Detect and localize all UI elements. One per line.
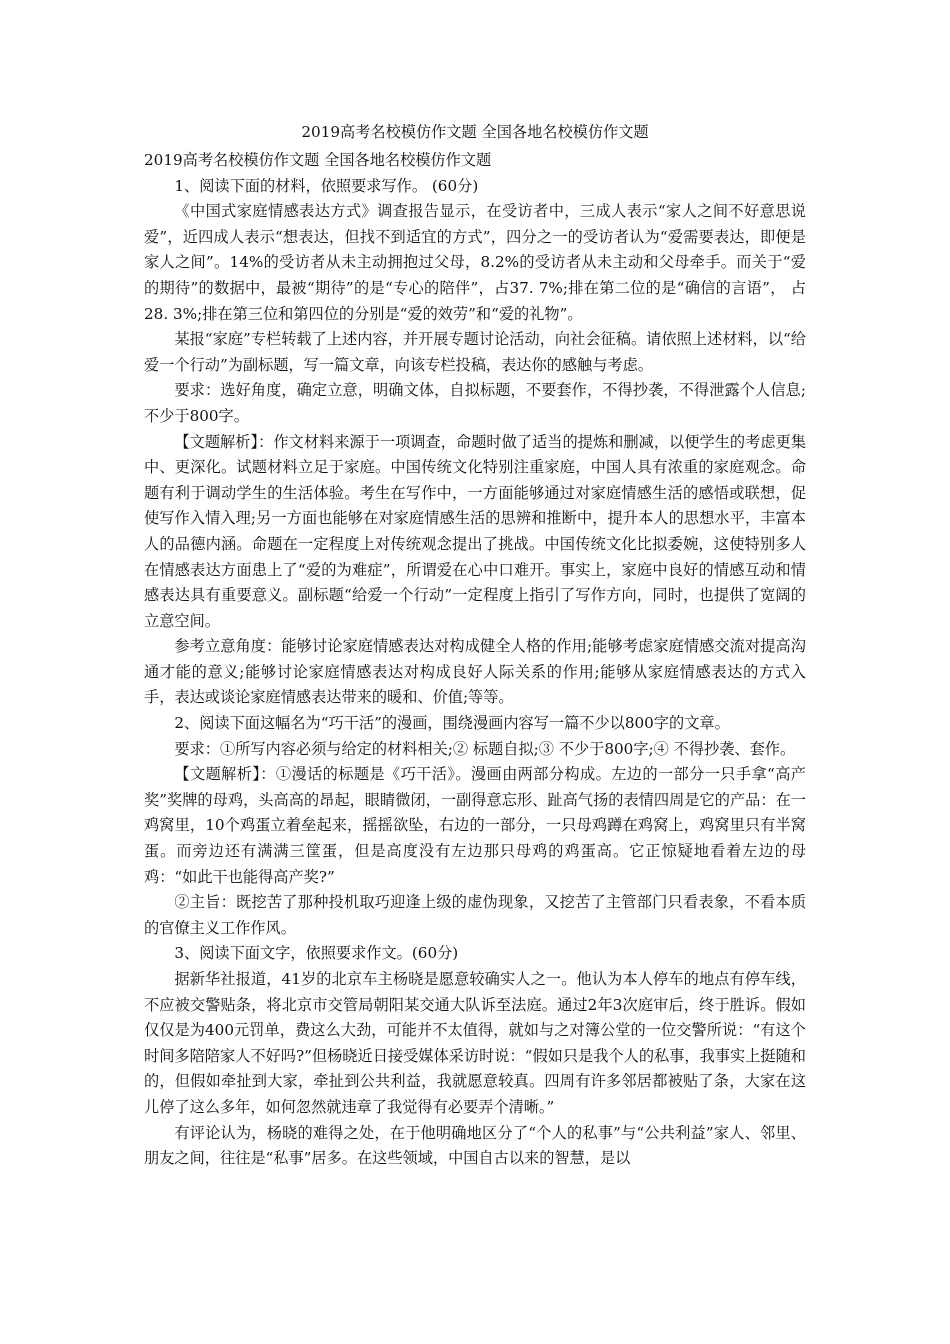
paragraph: 【文题解析】：作文材料来源于一项调查，命题时做了适当的提炼和删减，以便学生的考虑更集中、更深化。试题材料立足于家庭。中国传统文化特别注重家庭，中国人具有浓重的家庭观念。命题有利于调动学生的生活体验。考生在写作中，一方面能够通过对家庭情感生活的感悟或联想，促使写作入情入理;另一方面也能够在对家庭情感生活的思辨和推断中，提升本人的思想水平，丰富本人的品德内涵。命题在一定程度上对传统观念提出了挑战。中国传统文化比拟委婉，这使特别多人在情感表达方面患上了“爱的为难症”，所谓爱在心中口难开。事实上，家庭中良好的情感互动和情感表达具有重要意义。副标题“给爱一个行动”一定程度上指引了写作方向，同时，也提供了宽阔的立意空间。 <box>144 432 806 630</box>
paragraph: ②主旨：既挖苦了那种投机取巧迎逢上级的虚伪现象，又挖苦了主管部门只看表象，不看本质的官僚主义工作作风。 <box>144 893 806 937</box>
document-title: 2019高考名校模仿作文题 全国各地名校模仿作文题 <box>301 123 649 141</box>
paragraph: 要求：选好角度，确定立意，明确文体，自拟标题，不要套作，不得抄袭，不得泄露个人信息;不少于800字。 <box>144 381 806 425</box>
paragraph: 3、阅读下面文字，依照要求作文。(60分) <box>174 944 459 963</box>
paragraph: 据新华社报道，41岁的北京车主杨晓是愿意较确实人之一。他认为本人停车的地点有停车线，不应被交警贴条，将北京市交管局朝阳某交通大队诉至法庭。通过2年3次庭审后，终于胜诉。假如仅仅是为400元罚单，费这么大劲，可能并不太值得，就如与之对簿公堂的一位交警所说：“有这个时间多陪陪家人不好吗?”但杨晓近日接受媒体采访时说：“假如只是我个人的私事，我事实上挺随和的，但假如牵扯到大家，牵扯到公共利益，我就愿意较真。四周有许多邻居都被贴了条，大家在这儿停了这么多年，如何忽然就违章了我觉得有必要弄个清晰。” <box>144 970 806 1116</box>
document-subtitle: 2019高考名校模仿作文题 全国各地名校模仿作文题 <box>144 151 492 169</box>
paragraph: 有评论认为，杨晓的难得之处，在于他明确地区分了“个人的私事”与“公共利益”家人、邻里、朋友之间，往往是“私事”居多。在这些领域，中国自古以来的智慧，是以 <box>144 1123 806 1168</box>
paragraph: 某报“家庭”专栏转载了上述内容，并开展专题讨论活动，向社会征稿。请依照上述材料，以“给爱一个行动”为副标题，写一篇文章，向该专栏投稿，表达你的感触与考虑。 <box>144 330 806 374</box>
document-page <box>144 120 806 1172</box>
paragraph: 【文题解析】：①漫话的标题是《巧干活》。漫画由两部分构成。左边的一部分一只手拿“高产奖”奖牌的母鸡，头高高的昂起，眼睛微闭，一副得意忘形、趾高气扬的表情四周是它的产品：在一鸡窝里，10个鸡蛋立着垒起来，摇摇欲坠，右边的一部分，一只母鸡蹲在鸡窝上，鸡窝里只有半窝蛋。而旁边还有满满三筐蛋，但是高度没有左边那只母鸡的鸡蛋高。它正惊疑地看着左边的母鸡：“如此干也能得高产奖?” <box>144 765 806 886</box>
paragraph: 《中国式家庭情感表达方式》调查报告显示，在受访者中，三成人表示“家人之间不好意思说爱”，近四成人表示“想表达，但找不到适宜的方式”，四分之一的受访者认为“爱需要表达，即便是家人之间”。14%的受访者从未主动拥抱过父母，8.2%的受访者从未主动和父母牵手。而关于“爱的期待”的数据中，最被“期待”的是“专心的陪伴”，占37. 7%;排在第二位的是“确信的言语”， 占28. 3%;排在第三位和第四位的分别是“爱的效劳”和“爱的礼物”。 <box>144 202 806 323</box>
paragraph: 2、阅读下面这幅名为“巧干活”的漫画，围绕漫画内容写一篇不少以800字的文章。 <box>174 714 730 733</box>
paragraph: 1、阅读下面的材料，依照要求写作。 (60分) <box>174 176 479 195</box>
paragraph: 参考立意角度：能够讨论家庭情感表达对构成健全人格的作用;能够考虑家庭情感交流对提高沟通才能的意义;能够讨论家庭情感表达对构成良好人际关系的作用;能够从家庭情感表达的方式入手，表达或谈论家庭情感表达带来的暖和、价值;等等。 <box>144 637 806 707</box>
paragraph: 要求：①所写内容必须与给定的材料相关;② 标题自拟;③ 不少于800字;④ 不得抄袭、套作。 <box>174 739 796 758</box>
